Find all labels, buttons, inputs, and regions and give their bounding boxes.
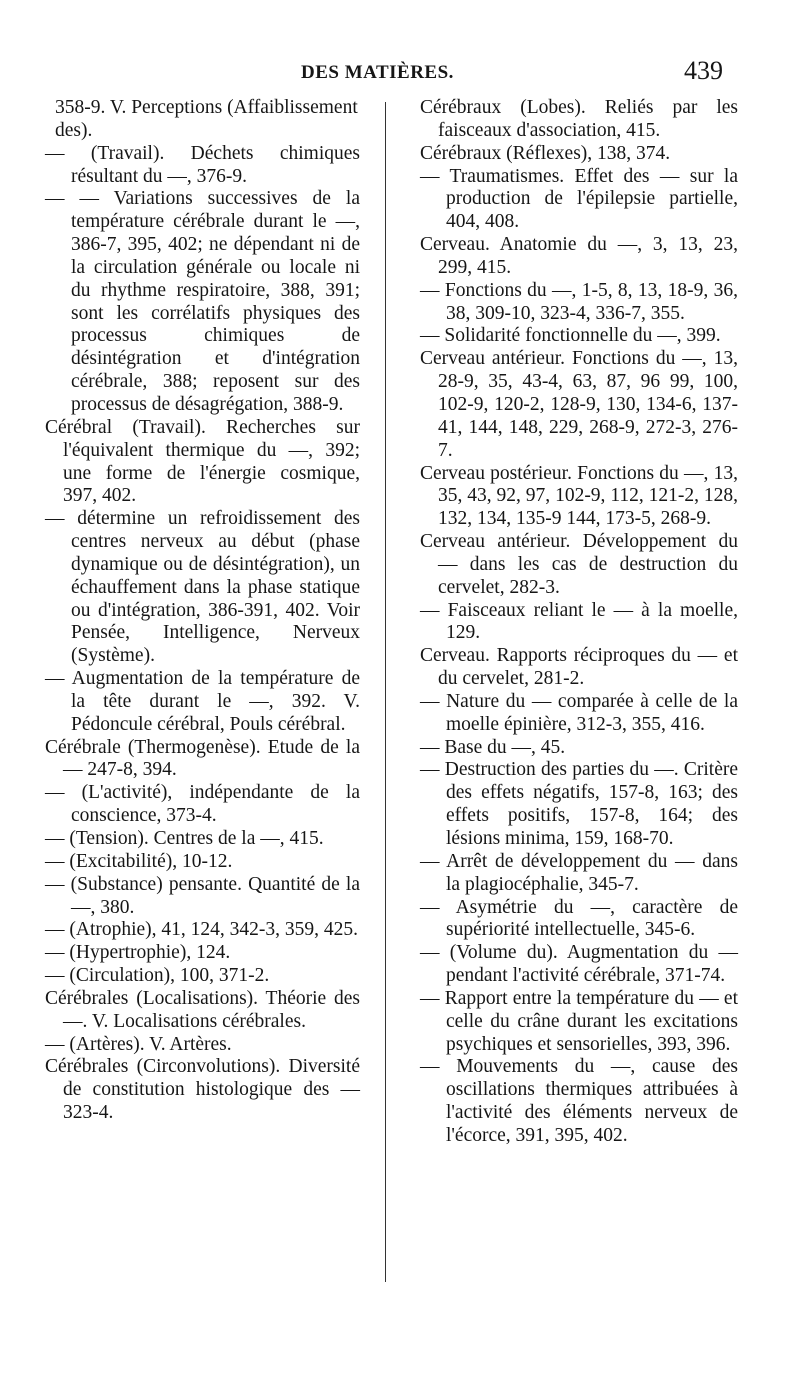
index-entry: — Mouvements du —, cause des oscillations thermiques attribuées à l'activité des éléments nerveux de l'écorce, 391, 395, 402. [420, 1056, 738, 1146]
column-divider [385, 102, 386, 1282]
index-entry: — (Excitabilité), 10-12. [45, 850, 233, 872]
index-entry: — Traumatismes. Effet des — sur la production de l'épilepsie partielle, 404, 408. [420, 165, 738, 233]
index-entry: — Arrêt de développement du — dans la plagiocéphalie, 345-7. [420, 850, 738, 895]
index-entry: — (Tension). Centres de la —, 415. [45, 828, 324, 849]
index-entry: Cerveau antérieur. Développement du — dans les cas de destruction du cervelet, 282-3. [420, 531, 738, 598]
index-entry: — Base du —, 45. [420, 736, 566, 758]
page-header [0, 56, 800, 92]
index-entry: — — Variations successives de la température cérébrale durant le —, 386-7, 395, 402; ne dépendant ni de la circulation générale ou locale ni du rhythme respiratoire, 388, 391; sont les corrélatifs physiques des processus chimiques de désintégration et d'intégration cérébrale, 388; reposent sur des processus de désagrégation, 388-9. [45, 188, 360, 415]
index-entry: Cérébral (Travail). Recherches sur l'équivalent thermique du —, 392; une forme de l'énergie cosmique, 397, 402. [45, 416, 360, 507]
index-entry: — (Artères). V. Artères. [45, 1033, 232, 1055]
running-title: DES MATIÈRES. [301, 62, 454, 83]
index-entry: — (Circulation), 100, 371-2. [45, 965, 270, 987]
index-entry: — Solidarité fonctionnelle du —, 399. [420, 325, 721, 347]
index-column-left [45, 97, 360, 1125]
index-entry: — Destruction des parties du —. Critère des effets négatifs, 157-8, 163; des effets positifs, 157-8, 164; des lésions minima, 159, 168-70. [420, 759, 738, 849]
index-entry: Cérébrales (Localisations). Théorie des —. V. Localisations cérébrales. [45, 987, 360, 1032]
index-entry: — (Substance) pensante. Quantité de la —, 380. [45, 873, 360, 918]
index-entry: — (Volume du). Augmentation du — pendant l'activité cérébrale, 371-74. [420, 942, 738, 987]
index-entry: — Nature du — comparée à celle de la moelle épinière, 312-3, 355, 416. [420, 690, 738, 735]
index-column-right [420, 97, 738, 1148]
index-entry: Cerveau. Rapports réciproques du — et du cervelet, 281-2. [420, 645, 738, 690]
index-entry: — (Atrophie), 41, 124, 342-3, 359, 425. [45, 919, 359, 941]
index-entry: — (Travail). Déchets chimiques résultant du —, 376-9. [45, 142, 360, 187]
index-entry: — détermine un refroidissement des centres nerveux au début (phase dynamique ou de désintégration), un échauffement dans la phase statique ou d'intégration, 386-391, 402. Voir Pensée, Intelligence, Nerveux (Système). [45, 508, 360, 667]
index-entry: Cérébraux (Lobes). Reliés par les faisceaux d'association, 415. [420, 97, 738, 141]
index-entry: Cerveau. Anatomie du —, 3, 13, 23, 299, 415. [420, 234, 738, 278]
index-entry: — Rapport entre la température du — et celle du crâne durant les excitations psychiques et sensorielles, 393, 396. [420, 987, 738, 1055]
index-entry: 358-9. V. Perceptions (Affaiblissement des). [55, 97, 358, 141]
index-entry: — Faisceaux reliant le — à la moelle, 129. [420, 599, 738, 644]
index-entry: — Fonctions du —, 1-5, 8, 13, 18-9, 36, 38, 309-10, 323-4, 336-7, 355. [420, 279, 738, 324]
index-entry: Cerveau antérieur. Fonctions du —, 13, 28-9, 35, 43-4, 63, 87, 96 99, 100, 102-9, 120-2, 128-9, 130, 134-6, 137-41, 144, 148, 229, 268-9, 272-3, 276-7. [420, 348, 738, 461]
index-entry: Cérébrales (Circonvolutions). Diversité de constitution histologique des — 323-4. [45, 1056, 360, 1124]
index-entry: — (Hypertrophie), 124. [45, 942, 231, 964]
index-entry: Cérébraux (Réflexes), 138, 374. [420, 142, 671, 164]
index-entry: — Augmentation de la température de la tête durant le —, 392. V. Pédoncule cérébral, Pouls cérébral. [45, 668, 360, 735]
index-entry: Cerveau postérieur. Fonctions du —, 13, 35, 43, 92, 97, 102-9, 112, 121-2, 128, 132, 134, 135-9 144, 173-5, 268-9. [420, 462, 738, 530]
index-entry: — (L'activité), indépendante de la conscience, 373-4. [45, 782, 360, 827]
page-number: 439 [684, 56, 723, 85]
index-entry: — Asymétrie du —, caractère de supériorité intellectuelle, 345-6. [420, 896, 738, 941]
index-entry: Cérébrale (Thermogenèse). Etude de la — 247-8, 394. [45, 736, 360, 781]
